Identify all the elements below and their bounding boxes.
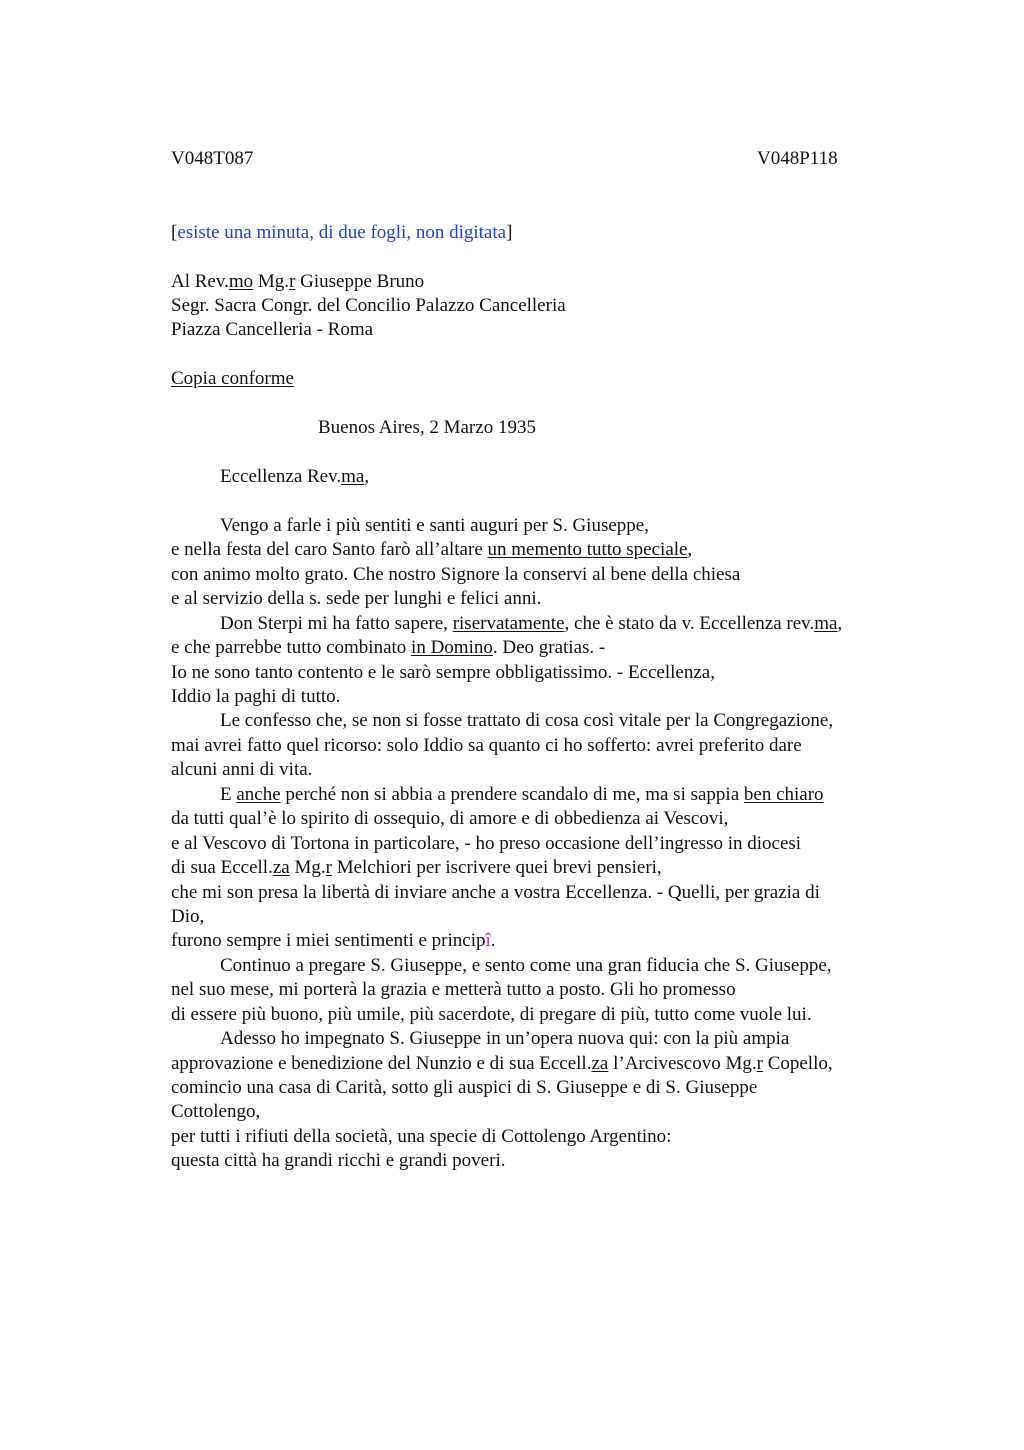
date-line: Buenos Aires, 2 Marzo 1935 [318,417,536,438]
body-line: che mi son presa la libertà di inviare anche a vostra Eccellenza. - Quelli, per grazia di [171,882,820,903]
body-line: di sua Eccell.za Mg.r Melchiori per iscrivere quei brevi pensieri, [171,857,662,878]
body-line: Vengo a farle i più sentiti e santi auguri per S. Giuseppe, [220,515,649,536]
accent-character: î [485,930,491,951]
body-line: nel suo mese, mi porterà la grazia e metterà tutto a posto. Gli ho promesso [171,979,736,1000]
body-line: Io ne sono tanto contento e le sarò sempre obbligatissimo. - Eccellenza, [171,662,715,683]
salutation: Eccellenza Rev.ma, [220,466,370,487]
body-line: questa città ha grandi ricchi e grandi poveri. [171,1150,506,1171]
header-left-code: V048T087 [171,148,254,169]
header-right-code: V048P118 [757,148,838,169]
body-line: E anche perché non si abbia a prendere scandalo di me, ma si sappia ben chiaro [220,784,824,805]
body-line: alcuni anni di vita. [171,759,313,780]
archive-note: [esiste una minuta, di due fogli, non digitata] [171,222,513,243]
body-line: Continuo a pregare S. Giuseppe, e sento come una gran fiducia che S. Giuseppe, [220,955,832,976]
body-line: e che parrebbe tutto combinato in Domino. Deo gratias. - [171,637,606,658]
body-line: Le confesso che, se non si fosse trattato di cosa così vitale per la Congregazione, [220,710,834,731]
body-line: Cottolengo, [171,1101,261,1122]
body-line: Dio, [171,906,205,927]
copy-label: Copia conforme [171,368,294,389]
body-line: approvazione e benedizione del Nunzio e di sua Eccell.za l’Arcivescovo Mg.r Copello, [171,1053,833,1074]
address-line-1: Al Rev.mo Mg.r Giuseppe Bruno [171,271,425,292]
body-line: comincio una casa di Carità, sotto gli auspici di S. Giuseppe e di S. Giuseppe [171,1077,758,1098]
body-line: furono sempre i miei sentimenti e principî. [171,930,496,951]
body-line: di essere più buono, più umile, più sacerdote, di pregare di più, tutto come vuole lui. [171,1004,812,1025]
address-line-2: Segr. Sacra Congr. del Concilio Palazzo Cancelleria [171,295,566,316]
body-line: con animo molto grato. Che nostro Signore la conservi al bene della chiesa [171,564,741,585]
body-line: e al servizio della s. sede per lunghi e felici anni. [171,588,542,609]
archive-note-text: esiste una minuta, di due fogli, non digitata [177,222,507,243]
address-line-3: Piazza Cancelleria - Roma [171,319,374,340]
body-line: da tutti qual’è lo spirito di ossequio, di amore e di obbedienza ai Vescovi, [171,808,729,829]
body-line: per tutti i rifiuti della società, una specie di Cottolengo Argentino: [171,1126,672,1147]
body-line: Iddio la paghi di tutto. [171,686,341,707]
body-line: Don Sterpi mi ha fatto sapere, riservatamente, che è stato da v. Eccellenza rev.ma, [220,613,843,634]
body-line: Adesso ho impegnato S. Giuseppe in un’opera nuova qui: con la più ampia [220,1028,790,1049]
body-line: mai avrei fatto quel ricorso: solo Iddio sa quanto ci ho sofferto: avrei preferito dare [171,735,802,756]
body-line: e al Vescovo di Tortona in particolare, - ho preso occasione dell’ingresso in diocesi [171,833,802,854]
body-line: e nella festa del caro Santo farò all’altare un memento tutto speciale, [171,539,693,560]
